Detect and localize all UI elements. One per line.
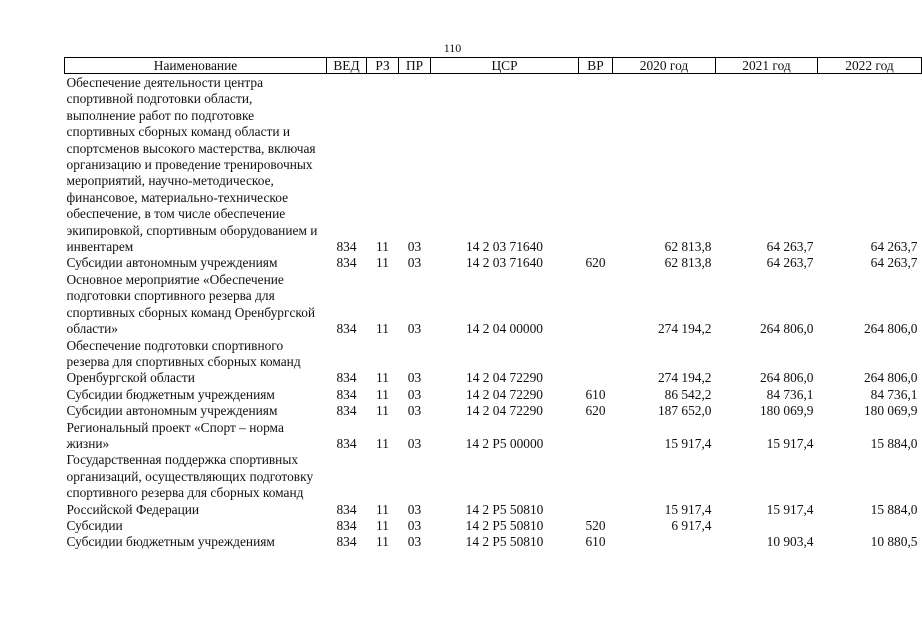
row-csr: 14 2 P5 50810: [465, 517, 544, 533]
row-rz: 11: [376, 435, 389, 451]
row-csr: 14 2 03 71640: [466, 255, 543, 271]
row-name: Обеспечение деятельности центра спортивной подготовки области, выполнение работ по подготовке спортивных сборных команд области и спортсменов высокого мастерства, включая организацию и проведение тренировочных мероприятий, научно-методическое, финансовое, материально-техническое обеспечение, в том числе обеспечение экипировкой, спортивным оборудованием и инвентарем: [66, 75, 318, 255]
header-2022: 2022 год: [818, 58, 922, 74]
row-2020: 62 813,8: [664, 255, 712, 271]
row-pr: 03: [407, 501, 422, 517]
table-row: [65, 255, 922, 271]
row-2021: 10 903,4: [766, 534, 814, 550]
table-header: [65, 58, 922, 74]
row-2021: 64 263,7: [766, 239, 814, 255]
row-csr: 14 2 04 72290: [466, 370, 543, 386]
header-pr: ПР: [399, 58, 431, 74]
row-vr: [579, 452, 613, 518]
header-name: Наименование: [65, 58, 327, 74]
header-vr: ВР: [579, 58, 613, 74]
table-row: [65, 338, 922, 387]
row-2022: [818, 518, 922, 534]
page-number: 110: [443, 41, 462, 55]
row-rz: 11: [376, 239, 389, 255]
row-name: Субсидии автономным учреждениям: [66, 255, 278, 271]
row-2020: 274 194,2: [657, 370, 712, 386]
header-2020: 2020 год: [613, 58, 716, 74]
row-2022: 15 884,0: [870, 501, 918, 517]
row-name: Основное мероприятие «Обеспечение подготовки спортивного резерва для спортивных сборных команд Оренбургской области»: [66, 271, 316, 337]
row-ved: 834: [336, 517, 357, 533]
row-2021: 64 263,7: [766, 255, 814, 271]
row-2020: 62 813,8: [664, 239, 712, 255]
row-rz: 11: [376, 370, 389, 386]
row-vr: 620: [585, 255, 606, 271]
header-2021: 2021 год: [716, 58, 818, 74]
row-2022: 264 806,0: [863, 370, 918, 386]
header-rz: РЗ: [367, 58, 399, 74]
row-rz: 11: [376, 403, 389, 419]
row-pr: 03: [407, 255, 422, 271]
row-name: Субсидии автономным учреждениям: [66, 403, 278, 419]
header-ved: ВЕД: [327, 58, 367, 74]
row-pr: 03: [407, 517, 422, 533]
table-row: [65, 534, 922, 550]
row-csr: 14 2 03 71640: [466, 239, 543, 255]
row-ved: 834: [336, 370, 357, 386]
row-ved: 834: [336, 534, 357, 550]
row-2021: 264 806,0: [759, 321, 814, 337]
row-pr: 03: [407, 321, 422, 337]
row-pr: 03: [407, 370, 422, 386]
row-rz: 11: [376, 255, 389, 271]
row-2020: 187 652,0: [657, 403, 712, 419]
row-name: Региональный проект «Спорт – норма жизни»: [66, 419, 284, 451]
row-ved: 834: [336, 255, 357, 271]
row-2021: 15 917,4: [766, 501, 814, 517]
row-ved: 834: [336, 386, 357, 402]
row-2022: 264 806,0: [863, 321, 918, 337]
row-ved: 834: [336, 239, 357, 255]
table-row: [65, 74, 922, 256]
row-vr: [579, 272, 613, 338]
row-rz: 11: [376, 534, 389, 550]
row-2020: 15 917,4: [664, 435, 712, 451]
row-vr: 620: [585, 403, 606, 419]
row-ved: 834: [336, 321, 357, 337]
row-2021: [716, 518, 818, 534]
table-row: [65, 403, 922, 419]
row-rz: 11: [376, 321, 389, 337]
table-row: [65, 452, 922, 518]
row-vr: 520: [585, 517, 606, 533]
row-name: Обеспечение подготовки спортивного резерва для спортивных сборных команд Оренбургской области: [66, 337, 301, 386]
row-name: Субсидии бюджетным учреждениям: [66, 534, 275, 550]
row-rz: 11: [376, 386, 389, 402]
row-pr: 03: [407, 239, 422, 255]
row-2022: 64 263,7: [870, 239, 918, 255]
row-vr: [579, 338, 613, 387]
table-row: [65, 420, 922, 453]
row-2020: 274 194,2: [657, 321, 712, 337]
table-row: [65, 272, 922, 338]
row-2022: 10 880,5: [870, 534, 918, 550]
row-2022: 64 263,7: [870, 255, 918, 271]
row-2022: 180 069,9: [863, 403, 918, 419]
row-csr: 14 2 P5 00000: [465, 435, 544, 451]
row-2022: 84 736,1: [870, 386, 918, 402]
row-csr: 14 2 04 00000: [466, 321, 543, 337]
row-2022: 15 884,0: [870, 435, 918, 451]
row-rz: 11: [376, 501, 389, 517]
row-vr: [579, 420, 613, 453]
row-2020: 6 917,4: [671, 517, 712, 533]
table-body: [65, 74, 922, 551]
row-ved: 834: [336, 403, 357, 419]
row-rz: 11: [376, 517, 389, 533]
row-2021: 84 736,1: [766, 386, 814, 402]
row-vr: 610: [585, 386, 606, 402]
row-name: Субсидии бюджетным учреждениям: [66, 386, 275, 402]
row-2020: 15 917,4: [664, 501, 712, 517]
row-2021: 15 917,4: [766, 435, 814, 451]
row-2021: 264 806,0: [759, 370, 814, 386]
budget-table: [64, 57, 922, 551]
row-csr: 14 2 04 72290: [466, 386, 543, 402]
row-name: Государственная поддержка спортивных организаций, осуществляющих подготовку спортивного резерва для сборных команд Российской Федерации: [66, 452, 314, 517]
row-pr: 03: [407, 435, 422, 451]
row-vr: 610: [585, 534, 606, 550]
header-csr: ЦСР: [431, 58, 579, 74]
table-row: [65, 387, 922, 403]
row-vr: [579, 74, 613, 256]
row-name: Субсидии: [66, 517, 123, 533]
row-ved: 834: [336, 435, 357, 451]
table-row: [65, 518, 922, 534]
row-2020: 86 542,2: [664, 386, 712, 402]
row-2020: [613, 534, 716, 550]
row-csr: 14 2 P5 50810: [465, 501, 544, 517]
row-csr: 14 2 04 72290: [466, 403, 543, 419]
row-csr: 14 2 P5 50810: [465, 534, 544, 550]
row-2021: 180 069,9: [759, 403, 814, 419]
row-pr: 03: [407, 534, 422, 550]
row-pr: 03: [407, 403, 422, 419]
header-row: [65, 58, 922, 74]
row-ved: 834: [336, 501, 357, 517]
row-pr: 03: [407, 386, 422, 402]
